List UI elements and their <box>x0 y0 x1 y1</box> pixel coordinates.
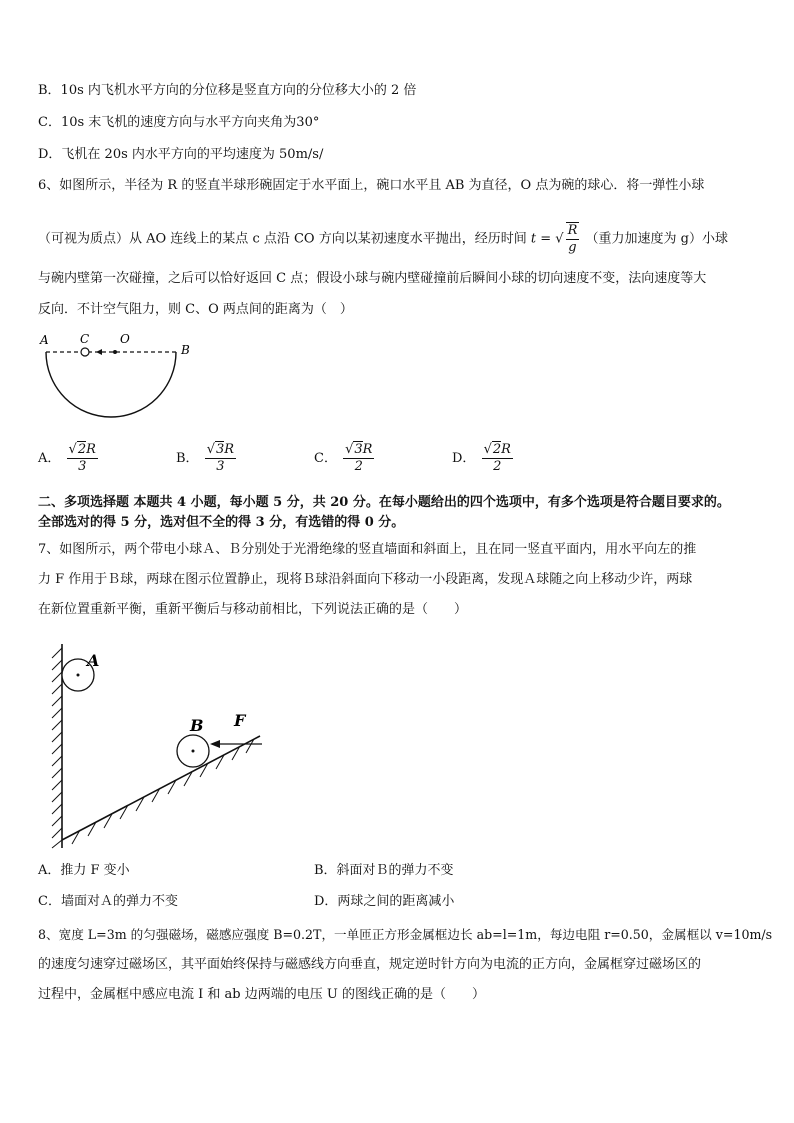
sqrt-icon: √ <box>345 442 354 457</box>
q6-bowl-figure <box>36 330 196 430</box>
section2-header-line2: 全部选对的得 5 分，选对但不全的得 3 分，有选错的得 0 分。 <box>38 515 405 530</box>
label-o: O <box>120 332 130 346</box>
denominator: 3 <box>78 459 87 474</box>
q6-option-b <box>176 442 238 475</box>
q5-option-b: B．10s 内飞机水平方向的分位移是竖直方向的分位移大小的 2 倍 <box>38 83 417 98</box>
option-label: C． <box>314 451 337 466</box>
q6-radicand-num: R <box>567 223 578 238</box>
ball-c <box>81 348 89 356</box>
label-a: A <box>87 651 100 670</box>
q6-stem-line3: 与碗内壁第一次碰撞，之后可以恰好返回 C 点；假设小球与碗内壁碰撞前后瞬间小球的切向速度不变，法向速度等大 <box>38 271 707 286</box>
label-b: B <box>181 343 190 357</box>
sqrt-icon: √ <box>206 442 215 457</box>
q7-wall-incline-figure <box>40 640 280 852</box>
q7-stem-line1: 7、如图所示，两个带电小球Ａ、Ｂ分别处于光滑绝缘的竖直墙面和斜面上，且在同一竖直平面内，用水平向左的推 <box>38 542 697 557</box>
arrow-left-icon <box>210 740 220 748</box>
q6-stem-line2a: （可视为质点）从 AO 连线上的某点 c 点沿 CO 方向以某初速度水平抛出，经历时间 <box>38 231 527 247</box>
denominator: 3 <box>216 459 225 474</box>
q6-option-c <box>314 442 376 475</box>
q8-stem-line2: 的速度匀速穿过磁场区，其平面始终保持与磁感线方向垂直，规定逆时针方向为电流的正方向，金属框穿过磁场区的 <box>38 957 702 972</box>
sqrt-icon: √ <box>483 442 492 457</box>
label-f: F <box>234 711 246 730</box>
q7-stem-line2: 力 F 作用于Ｂ球，两球在图示位置静止，现将Ｂ球沿斜面向下移动一小段距离，发现Ａ球随之向上移动少许，两球 <box>38 572 693 587</box>
q7-option-a: A．推力 F 变小 <box>38 863 130 878</box>
q5-option-c: C．10s 末飞机的速度方向与水平方向夹角为30° <box>38 115 320 130</box>
label-b: B <box>190 716 204 735</box>
q8-stem-line3: 过程中，金属框中感应电流 I 和 ab 边两端的电压 U 的图线正确的是（ ） <box>38 987 485 1002</box>
q8-stem-line1: 8、宽度 L=3m 的匀强磁场，磁感应强度 B=0.2T，一单匝正方形金属框边长 ab=l=1m，每边电阻 r=0.50，金属框以 v=10m/s <box>38 927 773 942</box>
q7-option-c: C．墙面对Ａ的弹力不变 <box>38 894 178 909</box>
sqrt-icon: √ <box>68 442 77 457</box>
q6-stem-line2b: （重力加速度为 g）小球 <box>585 231 728 247</box>
variable: R <box>501 442 511 457</box>
option-label: D． <box>452 451 476 466</box>
incline-hatching <box>72 739 254 844</box>
radicand: 3 <box>354 442 363 457</box>
denominator: 2 <box>493 459 502 474</box>
q6-stem-line4: 反向．不计空气阻力，则 C、O 两点间的距离为（ ） <box>38 302 353 317</box>
section2-header-line1: 二、多项选择题 本题共 4 小题，每小题 5 分，共 20 分。在每小题给出的四个选项中，有多个选项是符合题目要求的。 <box>38 495 730 510</box>
center-o-dot <box>113 350 117 354</box>
option-label: A． <box>38 451 61 466</box>
q6-option-a <box>38 442 100 475</box>
variable: R <box>224 442 235 457</box>
radicand: 2 <box>492 442 502 457</box>
incline-line <box>62 736 260 840</box>
radicand: 3 <box>216 442 225 457</box>
ball-a-center <box>77 674 80 677</box>
variable: R <box>362 442 373 457</box>
bowl-arc <box>46 352 176 417</box>
sqrt-icon: √ <box>555 231 564 247</box>
q7-option-d: D．两球之间的距离减小 <box>314 894 455 909</box>
arrow-right-icon <box>96 349 102 355</box>
q6-time-eq: t = <box>530 231 552 247</box>
q6-stem-line1: 6、如图所示，半径为 R 的竖直半球形碗固定于水平面上，碗口水平且 AB 为直径，O 点为碗的球心．将一弹性小球 <box>38 178 705 193</box>
q5-option-d: D．飞机在 20s 内水平方向的平均速度为 50m/s/ <box>38 147 324 162</box>
label-a: A <box>40 333 49 347</box>
wall-hatching <box>52 648 62 848</box>
radicand: 2 <box>77 442 87 457</box>
q6-radicand-den: g <box>568 240 577 255</box>
label-c: C <box>80 332 90 346</box>
q7-option-b: B．斜面对Ｂ的弹力不变 <box>314 863 454 878</box>
ball-b-center <box>192 750 195 753</box>
q6-option-d <box>452 442 515 475</box>
q7-stem-line3: 在新位置重新平衡，重新平衡后与移动前相比，下列说法正确的是（ ） <box>38 602 468 617</box>
q6-stem-line2 <box>38 222 728 256</box>
variable: R <box>86 442 96 457</box>
denominator: 2 <box>354 459 363 474</box>
option-label: B． <box>176 451 199 466</box>
